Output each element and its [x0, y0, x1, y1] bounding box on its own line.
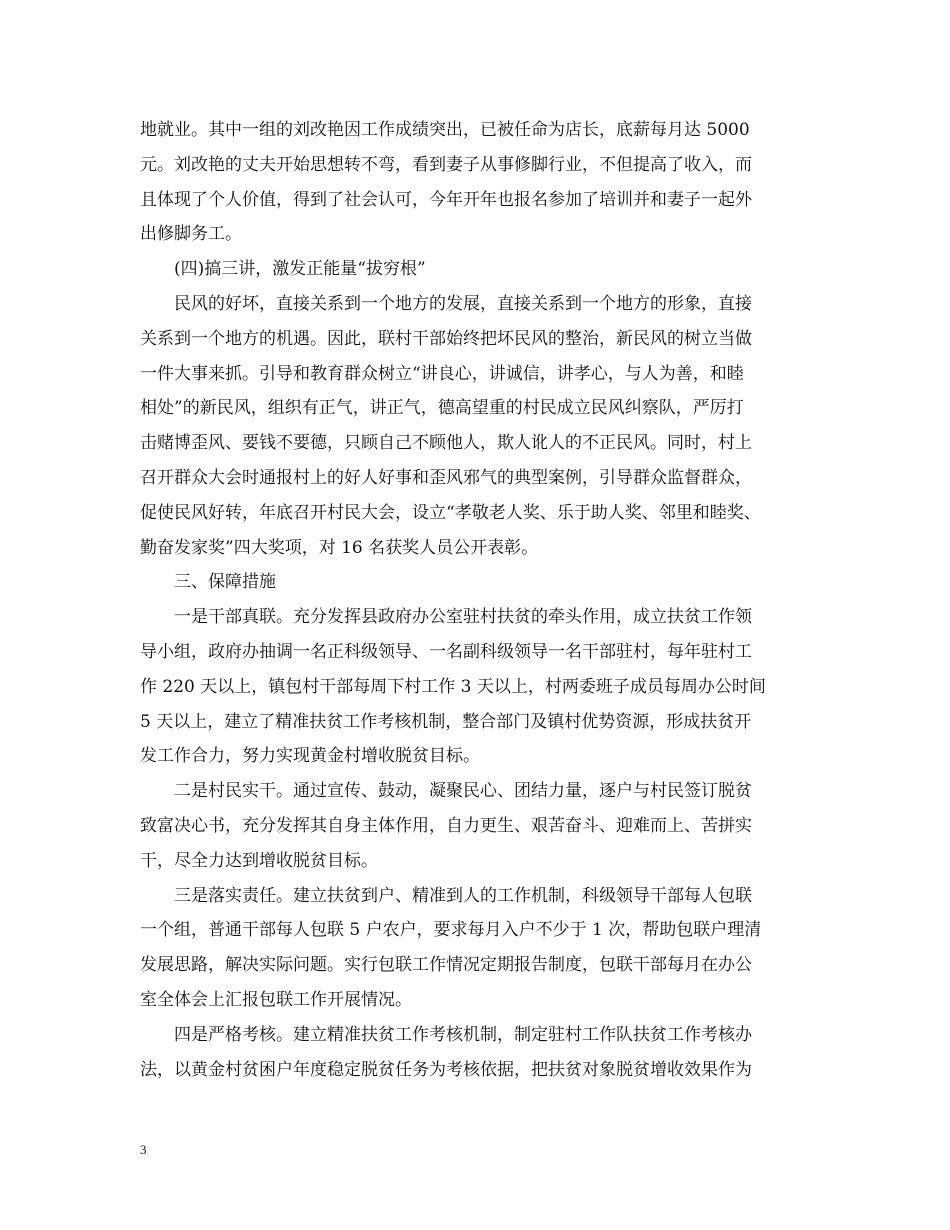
body-line: 出修脚务工。	[140, 224, 242, 245]
body-line: 法，以黄金村贫困户年度稳定脱贫任务为考核依据，把扶贫对象脱贫增收效果作为	[140, 1059, 752, 1080]
body-line: 民风的好坏，直接关系到一个地方的发展，直接关系到一个地方的形象，直接	[174, 293, 752, 314]
body-line: 作 220 天以上，镇包村干部每周下村工作 3 天以上，村两委班子成员每周办公时间	[140, 676, 766, 697]
body-line: 相处”的新民风，组织有正气，讲正气，德高望重的村民成立民风纠察队，严厉打	[140, 398, 744, 419]
body-line: 击赌博歪风、要钱不要德，只顾自己不顾他人，欺人讹人的不正民风。同时，村上	[140, 433, 752, 454]
body-line: 干，尽全力达到增收脱贫目标。	[140, 850, 378, 871]
body-line: 四是严格考核。建立精准扶贫工作考核机制，制定驻村工作队扶贫工作考核办	[174, 1024, 752, 1045]
body-line: 一是干部真联。充分发挥县政府办公室驻村扶贫的牵头作用，成立扶贫工作领	[174, 607, 752, 628]
body-line: 元。刘改艳的丈夫开始思想转不弯，看到妻子从事修脚行业，不但提高了收入，而	[140, 154, 752, 175]
body-line: 关系到一个地方的机遇。因此，联村干部始终把坏民风的整治，新民风的树立当做	[140, 328, 752, 349]
section-heading: 三、保障措施	[174, 572, 276, 593]
body-line: 发工作合力，努力实现黄金村增收脱贫目标。	[140, 746, 480, 767]
body-line: 导小组，政府办抽调一名正科级领导、一名副科级领导一名干部驻村，每年驻村工	[140, 641, 752, 662]
body-line: 发展思路，解决实际问题。实行包联工作情况定期报告制度，包联干部每月在办公	[140, 955, 752, 976]
body-line: 促使民风好转，年底召开村民大会，设立“孝敬老人奖、乐于助人奖、邻里和睦奖、	[140, 502, 761, 523]
body-line: 勤奋发家奖”四大奖项，对 16 名获奖人员公开表彰。	[140, 537, 539, 558]
body-line: 三是落实责任。建立扶贫到户、精准到人的工作机制，科级领导干部每人包联	[174, 885, 752, 906]
document-body	[140, 113, 812, 1087]
body-line: 室全体会上汇报包联工作开展情况。	[140, 989, 412, 1010]
section-heading: (四)搞三讲，激发正能量“拔穷根”	[174, 259, 426, 280]
body-line: 二是村民实干。通过宣传、鼓动，凝聚民心、团结力量，逐户与村民签订脱贫	[174, 781, 752, 802]
body-line: 一个组，普通干部每人包联 5 户农户，要求每月入户不少于 1 次，帮助包联户理清	[140, 920, 762, 941]
page-number: 3	[140, 1142, 147, 1157]
body-line: 且体现了个人价值，得到了社会认可，今年开年也报名参加了培训并和妻子一起外	[140, 189, 752, 210]
body-line: 地就业。其中一组的刘改艳因工作成绩突出，已被任命为店长，底薪每月达 5000	[140, 120, 750, 140]
body-line: 一件大事来抓。引导和教育群众树立“讲良心，讲诚信，讲孝心，与人为善，和睦	[140, 363, 744, 384]
body-line: 5 天以上，建立了精准扶贫工作考核机制，整合部门及镇村优势资源，形成扶贫开	[140, 711, 752, 732]
body-line: 致富决心书，充分发挥其自身主体作用，自力更生、艰苦奋斗、迎难而上、苦拼实	[140, 815, 752, 836]
body-line: 召开群众大会时通报村上的好人好事和歪风邪气的典型案例，引导群众监督群众，	[140, 467, 752, 488]
